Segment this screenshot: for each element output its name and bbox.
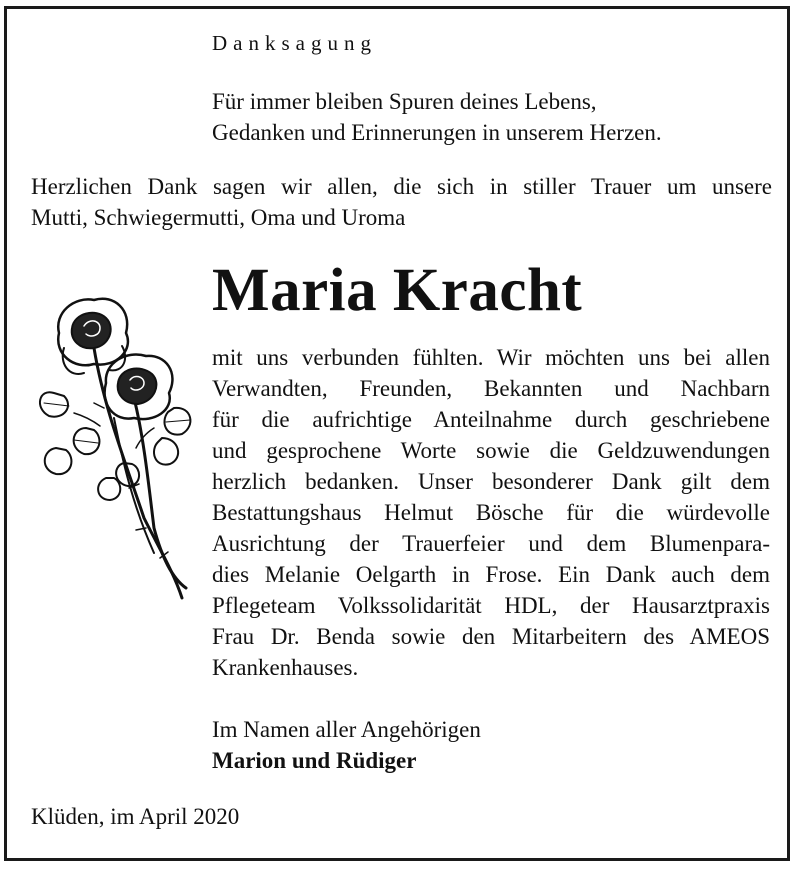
body-line: Verwandten, Freunden, Bekannten und Nachbarn — [212, 376, 770, 401]
body-line: herzlich bedanken. Unser besonderer Dank gilt dem — [212, 469, 770, 494]
body-line: mit uns verbunden fühlten. Wir möchten uns bei allen — [212, 345, 770, 370]
closing-line: Im Namen aller Angehörigen — [212, 717, 481, 742]
body-text — [212, 342, 770, 683]
roses-icon — [34, 288, 194, 608]
notice-heading: Danksagung — [212, 31, 377, 55]
body-line: dies Melanie Oelgarth in Frose. Ein Dank auch dem — [212, 562, 770, 587]
body-line: Krankenhauses. — [212, 655, 359, 680]
signers: Marion und Rüdiger — [212, 748, 417, 773]
body-line: Ausrichtung der Trauerfeier und dem Blumenpara- — [212, 531, 770, 556]
poem-line: Für immer bleiben Spuren deines Lebens, — [212, 89, 597, 114]
place-date: Klüden, im April 2020 — [31, 804, 240, 829]
body-line: für die aufrichtige Anteilnahme durch geschriebene — [212, 407, 770, 432]
deceased-name: Maria Kracht — [212, 257, 583, 324]
poem-line: Gedanken und Erinnerungen in unserem Herzen. — [212, 120, 662, 145]
intro-line: Mutti, Schwiegermutti, Oma und Uroma — [31, 205, 406, 230]
intro-line: Herzlichen Dank sagen wir allen, die sich in stiller Trauer um unsere — [31, 174, 772, 199]
intro-text — [31, 171, 772, 233]
body-line: Pflegeteam Volkssolidarität HDL, der Hausarztpraxis — [212, 593, 770, 618]
body-line: und gesprochene Worte sowie die Geldzuwendungen — [212, 438, 770, 463]
body-line: Frau Dr. Benda sowie den Mitarbeitern des AMEOS — [212, 624, 770, 649]
poem — [212, 86, 662, 148]
body-line: Bestattungshaus Helmut Bösche für die würdevolle — [212, 500, 770, 525]
